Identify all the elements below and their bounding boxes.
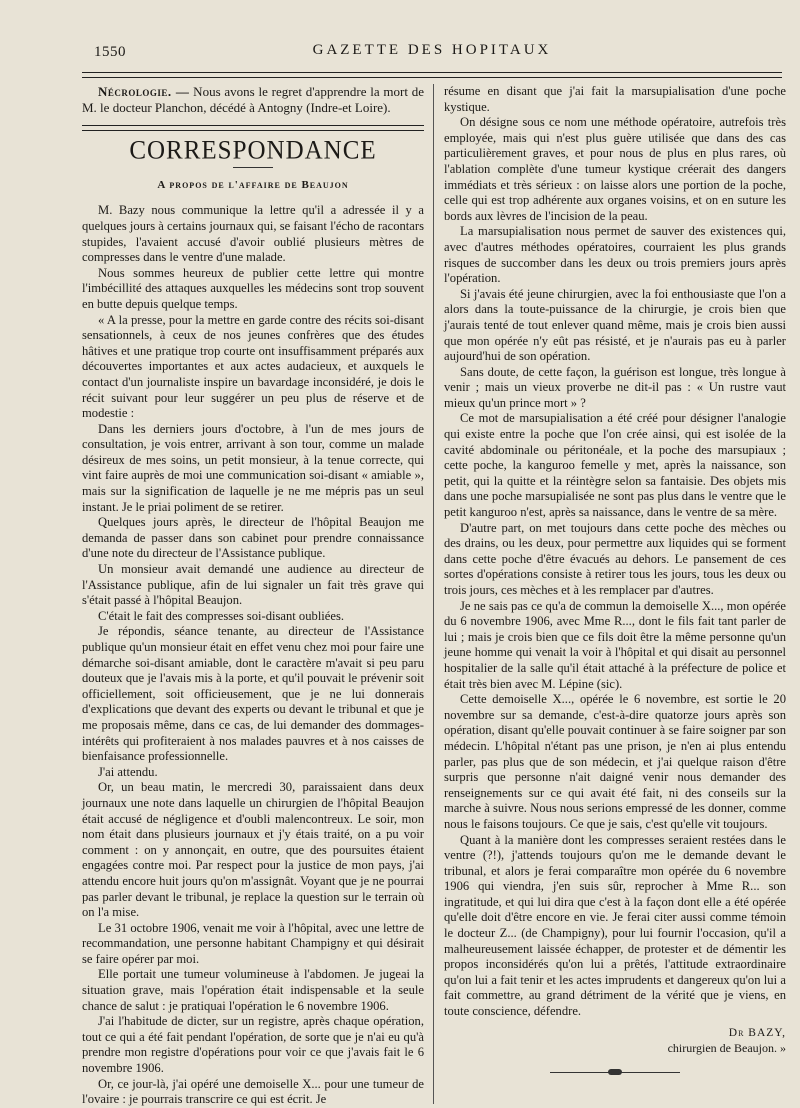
paragraph: Elle portait une tumeur volumineuse à l'abdomen. Je jugeai la situation grave, mais l'opération était indispensable et la seule chance de salut : je pratiquai l'opération le 6 novembre 1906.	[82, 967, 424, 1013]
paragraph: Nous sommes heureux de publier cette lettre qui montre l'imbécillité des attaques auxquelles les médecins sont trop souvent en butte depuis quelque temps.	[82, 265, 424, 311]
column-divider	[433, 84, 434, 1104]
header-rule	[82, 72, 782, 78]
left-paragraphs	[82, 203, 424, 1107]
left-column	[82, 84, 424, 1108]
section-rule	[82, 125, 424, 131]
paragraph: C'était le fait des compresses soi-disant oubliées.	[98, 608, 345, 623]
paragraph: Dans les derniers jours d'octobre, à l'un de mes jours de consultation, je vois entrer, arrivant à son tour, comme un malade désireux de mes soins, un petit monsieur, à la tenue correcte, qui vint faire auprès de moi une communication soi-disant « amiable », mais sur la signification de laquelle je ne me mépris pas un seul instant. Je le priai poliment de se retirer.	[82, 421, 424, 514]
paragraph: J'ai attendu.	[98, 764, 158, 779]
paragraph: Sans doute, de cette façon, la guérison est longue, très longue à venir ; mais un vieux proverbe ne dit-il pas : « Un rustre vaut mieux qu'un prince mort » ?	[444, 364, 786, 410]
end-ornament	[550, 1069, 680, 1077]
section-title: CORRESPONDANCE	[129, 136, 377, 165]
paragraph: On désigne sous ce nom une méthode opératoire, autrefois très employée, mais qui n'est plus guère utilisée que dans des cas particulièrement graves, et pour nous de plus en plus rares, où l'ablation complète d'une tumeur kystique créerait des dangers immédiats et très sérieux : on laisse alors une portion de la poche, celle qui est trop adhérente aux organes voisins, et on en suture les bords aux lèvres de l'incision de la peau.	[444, 115, 786, 223]
right-paragraphs	[444, 84, 786, 1020]
page-header	[82, 36, 782, 62]
paragraph: Si j'avais été jeune chirurgien, avec la foi enthousiaste que l'on a alors dans la toute-puissance de la chirurgie, je crois bien que j'aurais tenté de tout enlever quand même, mais je crois bien aussi que mon opérée n'y eût pas résisté, et je n'aurais pas eu à parler aujourd'hui de son opération.	[444, 286, 786, 364]
paragraph: D'autre part, on met toujours dans cette poche des mèches ou des drains, ou les deux, pour permettre aux liquides qui se forment dans cette poche d'être évacués au dehors. Le pansement de ces sortes d'opérations consiste à retirer tous les jours, tous les deux ou trois jours, ces mèches et à les remplacer par d'autres.	[444, 520, 786, 597]
paragraph: Je répondis, séance tenante, au directeur de l'Assistance publique qu'un monsieur était en effet venu chez moi pour faire une démarche soi-disant amiable, dont le caractère m'avait si peu paru douteux que je l'avais mis à la porte, et qu'il pouvait le prévenir soit officiellement, soit officieusement, que je ne lui donnerais d'explications que devant des experts ou devant le tribunal et que je me proposais même, dans ce cas, de lui demander des dommages-intérêts qui profiteraient à nos malades pauvres et à nos caisses de bienfaisance professionnelle.	[82, 624, 424, 764]
paragraph: Un monsieur avait demandé une audience au directeur de l'Assistance publique, afin de lui signaler un fait très grave qui s'était passé à l'hôpital Beaujon.	[82, 562, 424, 608]
paragraph: Quelques jours après, le directeur de l'hôpital Beaujon me demanda de passer dans son cabinet pour prendre connaissance d'une note du directeur de l'Assistance publique.	[82, 515, 424, 561]
paragraph: Or, un beau matin, le mercredi 30, paraissaient dans deux journaux une note dans laquelle un chirurgien de l'hôpital Beaujon était accusé de négligence et d'oubli malencontreux. Le soir, mon nom était dans plusieurs journaux et j'y étais traité, on a pu voir comment : on y annonçait, en outre, que des poursuites étaient engagées contre moi. Par respect pour la justice de mon pays, j'ai attendu encore huit jours qu'on m'assignât. Voyant que je ne pourrai pas parler devant le tribunal, je replace la question sur le terrain où on l'a mise.	[82, 780, 424, 920]
signature-name: Dr BAZY,	[728, 1026, 786, 1039]
page-number: 1550	[94, 44, 126, 60]
journal-title: GAZETTE DES HOPITAUX	[312, 42, 552, 58]
paragraph: Cette demoiselle X..., opérée le 6 novembre, est sortie le 20 novembre sur sa demande, c'est-à-dire quatorze jours après son opération, disant qu'elle pouvait continuer à se faire soigner par son médecin. L'hôpital n'étant pas une prison, je n'en ai plus entendu parler, pas plus que de son médecin, et j'ai quelque raison d'être surpris que personne n'ait daigné venir nous demander des renseignements sur ce qui avait été fait, ni des conseils sur la marche à suivre. Nous nous serions empressé de les donner, comme nous le faisons toujours. Ce que je sais, c'est qu'elle vit toujours.	[444, 692, 786, 831]
paragraph: résume en disant que j'ai fait la marsupialisation d'une poche kystique.	[444, 84, 786, 114]
necrology-notice	[82, 84, 424, 115]
paragraph: Ce mot de marsupialisation a été créé pour désigner l'analogie qui existe entre la poche que l'on crée ainsi, qui est isolée de la cavité abdominale ou péritonéale, et la poche des marsupiaux ; cette poche, la kanguroo femelle y met, après la naissance, son petit, qui la quitte et la réintègre selon sa fantaisie. Des objets mis dans une poche marsupialisée ne sont pas plus dans le ventre que le petit kanguroo n'est, après sa naissance, dans le ventre de sa mère.	[444, 411, 786, 520]
paragraph: Or, ce jour-là, j'ai opéré une demoiselle X... pour une tumeur de l'ovaire : je pourrais transcrire ce qui est écrit. Je	[82, 1076, 424, 1107]
newspaper-page	[82, 36, 786, 1107]
paragraph: Le 31 octobre 1906, venait me voir à l'hôpital, avec une lettre de recommandation, une personne habitant Champigny et qui désirait se faire opérer par moi.	[82, 920, 424, 966]
paragraph: Quant à la manière dont les compresses seraient restées dans le ventre (?!), j'attends toujours qu'on me le demande devant le tribunal, et alors je ferai comparaître mon opérée du 6 novembre 1906 qui viendra, j'en suis sûr, reprocher à Mme R... son ingratitude, et qui lui dira que c'est à la façon dont elle a été opérée qu'elle doit d'être encore en vie. Je ferai citer aussi comme témoin le docteur Z... (de Champigny), pour lui fournir l'occasion, qu'il a malheureusement laissée échapper, de protester et de démentir les propos inconsidérés qu'on lui a prêtés, l'attitude extraordinaire qu'on lui a fait tenir et les actes imprudents et dangereux qu'on lui a fait commettre, au grand détriment de la vérité que je viens, en toute conscience, défendre.	[444, 832, 786, 1019]
paragraph: J'ai l'habitude de dicter, sur un registre, après chaque opération, tout ce qui a été fait pendant l'opération, de sorte que je n'ai eu qu'à prendre mon registre d'opérations pour voir ce que j'avais fait le 6 novembre 1906.	[82, 1014, 424, 1076]
necrology-text: Nous avons le regret d'apprendre la mort de M. le docteur Planchon, décédé à Antogny (Indre-et Loire).	[82, 84, 425, 115]
article-subtitle: A propos de l'affaire de Beaujon	[157, 178, 349, 191]
paragraph: Je ne sais pas ce qu'a de commun la demoiselle X..., mon opérée du 6 novembre 1906, avec Mme R..., dont le fils fait tant parler de lui ; mais je crois bien que ce fils doit être la même personne qu'un jeune homme qui venait la voir à l'hôpital et qui disait au personnel hospitalier de la salle qu'il était attaché à la préfecture de police et était très bien avec M. Lépine (sic).	[444, 598, 786, 691]
signature-title: chirurgien de Beaujon. »	[667, 1041, 786, 1056]
paragraph: « A la presse, pour la mettre en garde contre des récits soi-disant sensationnels, à ceux de nos jeunes confrères que des études hâtives et une pratique trop courte ont insuffisamment préparés aux découvertes importantes et aux actes audacieux, et auxquels le contact d'un journaliste inspire un bavardage inconsidéré, je dois le récit suivant pour leur suggérer un peu plus de réserve et de modestie :	[82, 312, 424, 421]
title-rule	[233, 167, 273, 168]
paragraph: M. Bazy nous communique la lettre qu'il a adressée il y a quelques jours à certains journaux qui, se faisant l'écho de racontars stupides, l'avaient accusé d'avoir oublié plusieurs mètres de compresses dans le ventre d'une malade.	[82, 203, 424, 265]
paragraph: La marsupialisation nous permet de sauver des existences qui, avec d'autres méthodes opératoires, courraient les plus grands risques de succomber dans les deux ou trois premiers jours après l'opération.	[444, 224, 786, 286]
right-column	[444, 84, 786, 1077]
necrology-lead: Nécrologie. —	[98, 84, 190, 99]
